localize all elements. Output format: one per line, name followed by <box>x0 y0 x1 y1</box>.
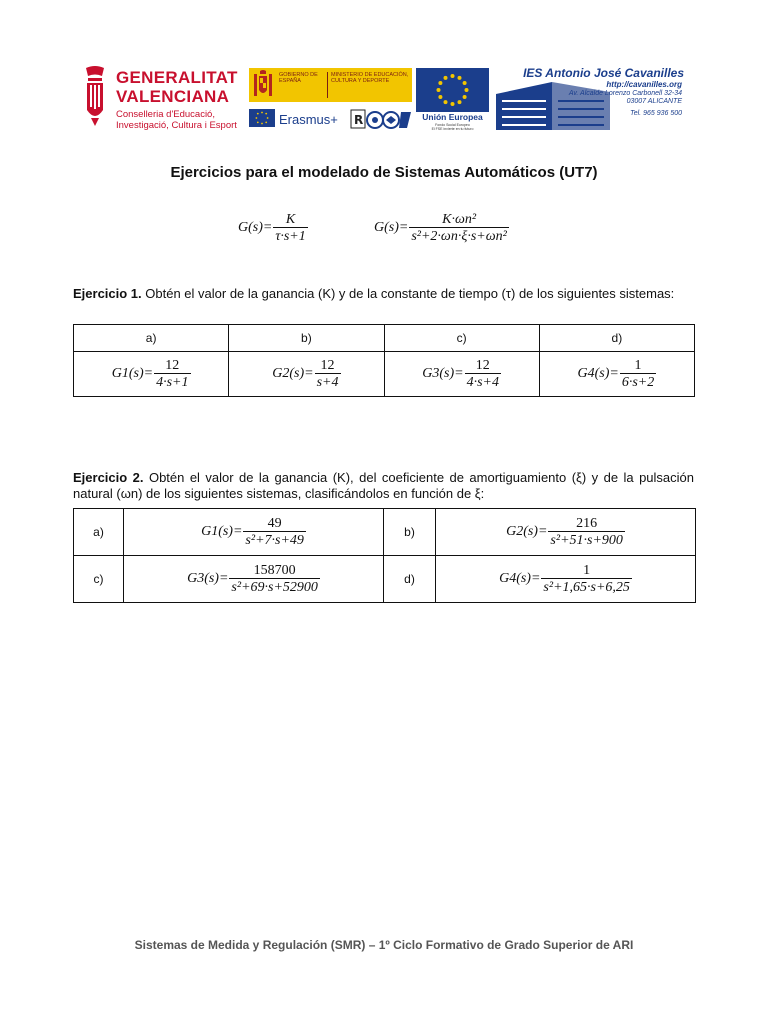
fraction <box>465 358 501 390</box>
transfer-function <box>385 358 539 390</box>
table-header-cell: c) <box>384 325 539 352</box>
table-cell <box>436 509 696 556</box>
numerator: 49 <box>267 516 282 531</box>
table-cell <box>124 509 384 556</box>
denominator: 4·s+1 <box>156 375 189 390</box>
table-label-cell: c) <box>74 556 124 603</box>
table-cell <box>124 556 384 603</box>
gobierno-text: GOBIERNO DE ESPAÑA <box>279 72 318 84</box>
denominator: s²+2·ωn·ξ·s+ωn² <box>411 229 507 244</box>
svg-text:R: R <box>354 113 364 127</box>
gobierno-espana-logo <box>249 68 412 102</box>
erasmus-label: Erasmus+ <box>279 112 338 127</box>
fraction <box>273 212 307 244</box>
fraction <box>409 212 508 244</box>
exercise-2-table <box>73 508 696 603</box>
generalitat-crest-icon <box>82 64 108 128</box>
transfer-function <box>124 516 383 548</box>
ies-phone: Tel. 965 936 500 <box>630 109 682 117</box>
exercise-1-text: Obtén el valor de la ganancia (K) y de la constante de tiempo (τ) de los siguientes sistemas: <box>141 286 675 301</box>
first-order-formula <box>238 212 308 244</box>
numerator: 12 <box>475 358 490 373</box>
denominator: 6·s+2 <box>621 375 655 390</box>
table-label-cell: b) <box>384 509 436 556</box>
ies-address-1: Av. Alcalde Lorenzo Carbonell 32-34 <box>568 89 682 97</box>
ies-address-2: 03007 ALICANTE <box>626 98 682 105</box>
table-cell <box>384 352 539 397</box>
exercise-2-text: Obtén el valor de la ganancia (K), del coeficiente de amortiguamiento (ξ) y de la pulsación natural (ωn) de los siguientes sistemas, clasificándolos en función de ξ: <box>73 470 694 501</box>
numerator: 216 <box>576 516 598 531</box>
transfer-function <box>436 563 695 595</box>
formula-lhs: G(s)= <box>238 220 273 235</box>
numerator: K·ωn² <box>442 212 477 227</box>
table-row <box>74 509 696 556</box>
fraction <box>229 563 320 595</box>
erasmus-logo <box>249 106 412 132</box>
numerator: 1 <box>583 563 591 578</box>
formula-lhs: G2(s)= <box>506 524 548 539</box>
transfer-function <box>540 358 694 390</box>
fraction <box>541 563 632 595</box>
table-cell <box>539 352 694 397</box>
eu-stars-flag-icon <box>416 68 489 112</box>
fraction <box>548 516 625 548</box>
table-cell <box>74 352 229 397</box>
page-title: Ejercicios para el modelado de Sistemas Automáticos (UT7) <box>170 164 598 181</box>
second-order-formula <box>374 212 509 244</box>
conselleria-text: Conselleria d'Educació, Investigació, Cultura i Esport <box>116 109 237 131</box>
table-header-row <box>74 325 695 352</box>
ies-url: http://cavanilles.org <box>606 80 682 89</box>
exercise-1-statement <box>73 286 694 302</box>
table-header-cell: d) <box>539 325 694 352</box>
page-footer: Sistemas de Medida y Regulación (SMR) – 1º Ciclo Formativo de Grado Superior de ARI <box>134 938 634 952</box>
spain-crest-icon <box>252 70 274 100</box>
header-logos <box>78 60 690 132</box>
formula-lhs: G3(s)= <box>187 571 229 586</box>
formula-lhs: G1(s)= <box>201 524 243 539</box>
quality-badges-icon <box>349 106 412 132</box>
numerator: 158700 <box>253 563 296 578</box>
formula-lhs: G(s)= <box>374 220 409 235</box>
fse-text: Fondo Social Europeo El FSE invierte en tu futuro <box>431 123 474 131</box>
generalitat-logo <box>78 62 243 132</box>
eu-flag-icon <box>249 109 275 127</box>
ies-name: IES Antonio José Cavanilles <box>523 66 684 80</box>
denominator: s²+51·s+900 <box>550 533 623 548</box>
ies-contact <box>569 81 682 118</box>
denominator: τ·s+1 <box>275 229 306 244</box>
denominator: s²+1,65·s+6,25 <box>543 580 630 595</box>
fraction <box>315 358 341 390</box>
table-cell <box>229 352 384 397</box>
table-row <box>74 352 695 397</box>
transfer-function <box>436 516 695 548</box>
fraction <box>243 516 306 548</box>
ies-cavanilles-logo <box>492 60 690 132</box>
transfer-function <box>74 358 228 390</box>
transfer-function <box>229 358 383 390</box>
numerator: 12 <box>320 358 335 373</box>
formula-lhs: G3(s)= <box>422 366 464 381</box>
table-label-cell: a) <box>74 509 124 556</box>
transfer-function <box>124 563 383 595</box>
exercise-2-label: Ejercicio 2. <box>73 470 144 485</box>
gobierno-divider <box>327 72 328 98</box>
table-row <box>74 556 696 603</box>
numerator: K <box>285 212 296 227</box>
union-europea-logo <box>416 68 489 132</box>
general-formulas <box>0 212 768 252</box>
table-header-cell: a) <box>74 325 229 352</box>
denominator: s²+7·s+49 <box>245 533 304 548</box>
table-cell <box>436 556 696 603</box>
generalitat-title: GENERALITAT VALENCIANA <box>116 68 238 106</box>
union-europea-label: Unión Europea <box>422 112 483 122</box>
table-label-cell: d) <box>384 556 436 603</box>
table-header-cell: b) <box>229 325 384 352</box>
fraction <box>620 358 656 390</box>
fraction <box>154 358 190 390</box>
exercise-2-statement <box>73 470 694 502</box>
ministerio-text: MINISTERIO DE EDUCACIÓN, CULTURA Y DEPORTE <box>331 72 409 84</box>
formula-lhs: G4(s)= <box>577 366 619 381</box>
exercise-1-table <box>73 324 695 397</box>
numerator: 12 <box>165 358 180 373</box>
denominator: s+4 <box>316 375 339 390</box>
denominator: 4·s+4 <box>466 375 499 390</box>
formula-lhs: G1(s)= <box>111 366 154 381</box>
formula-lhs: G2(s)= <box>272 366 314 381</box>
exercise-1-label: Ejercicio 1. <box>73 286 142 301</box>
denominator: s²+69·s+52900 <box>231 580 318 595</box>
formula-lhs: G4(s)= <box>499 571 541 586</box>
numerator: 1 <box>634 358 642 373</box>
